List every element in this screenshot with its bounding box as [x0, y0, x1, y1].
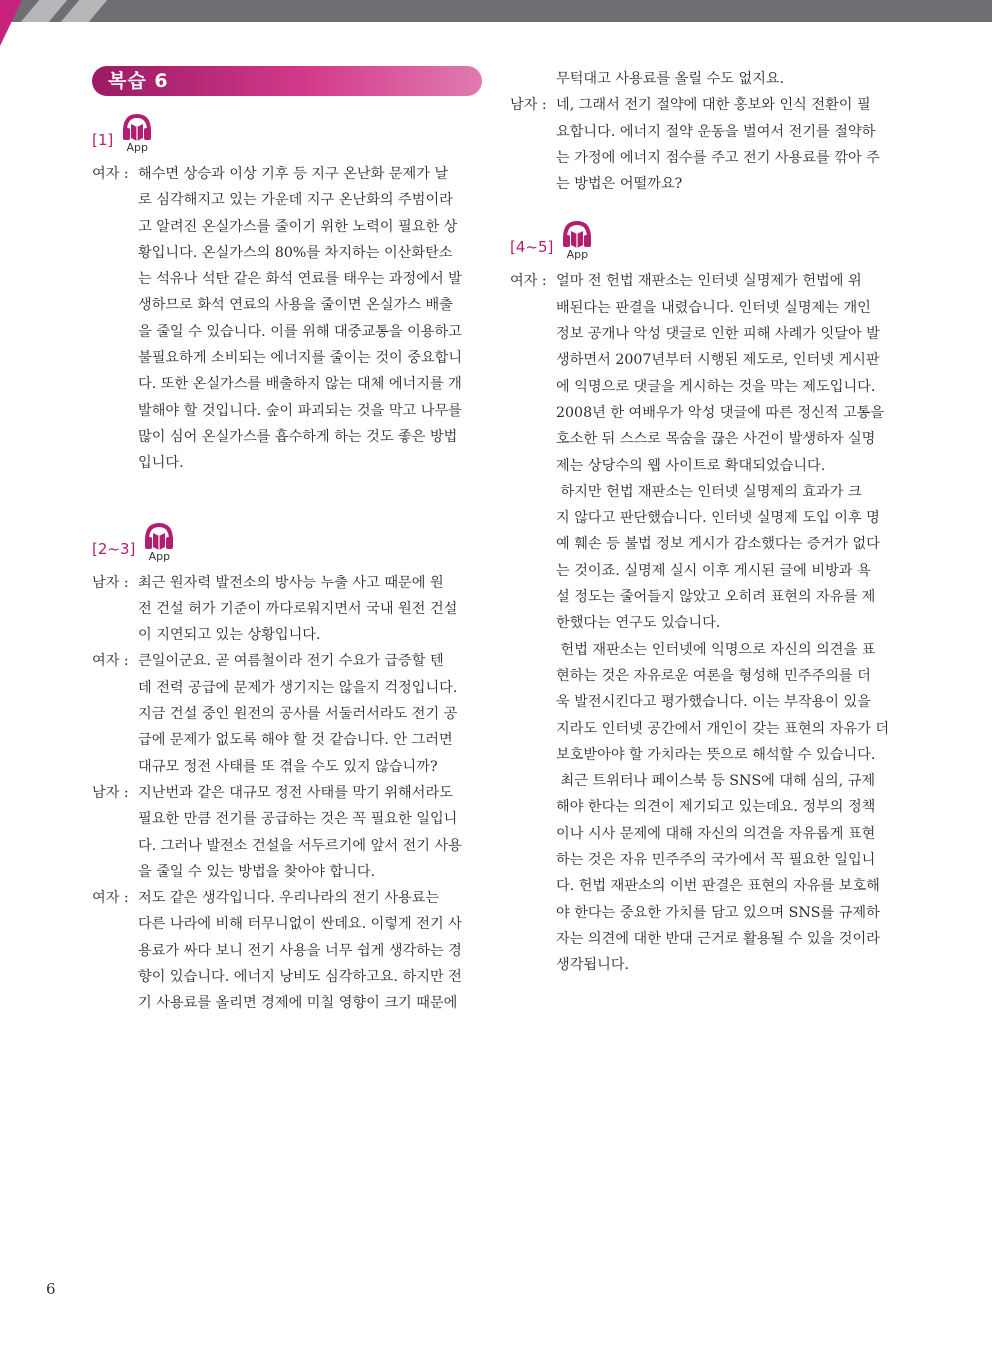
headphones-icon [120, 112, 154, 142]
dialogue-line: 생하므로 화석 연료의 사용을 줄이면 온실가스 배출 [138, 297, 453, 314]
section-title: 복습 6 [92, 66, 482, 96]
headphones-icon [142, 521, 176, 551]
dialogue-line: 전 건설 허가 기준이 까다로워지면서 국내 원전 건설 [138, 600, 458, 617]
dialogue-line: 다른 나라에 비해 터무니없이 싼데요. 이렇게 전기 사 [138, 916, 462, 933]
headphones-icon [560, 219, 594, 249]
dialogue-line: 정보 공개나 악성 댓글로 인한 피해 사례가 잇달아 발 [556, 326, 880, 343]
question-label: [1] [92, 131, 114, 149]
dialogue-2-3 [92, 570, 482, 1017]
dialogue-line: 지금 건설 중인 원전의 공사를 서둘러서라도 전기 공 [138, 706, 458, 723]
dialogue-line: 는 방법은 어떨까요? [556, 176, 683, 193]
dialogue-line: 황입니다. 온실가스의 80%를 차지하는 이산화탄소 [138, 244, 453, 261]
dialogue-line: 생하면서 2007년부터 시행된 제도로, 인터넷 게시판 [556, 352, 880, 369]
dialogue-line: 한했다는 연구도 있습니다. [556, 615, 721, 632]
dialogue-line: 여자 : 해수면 상승과 이상 기후 등 지구 온난화 문제가 날 [92, 166, 449, 182]
app-label: App [148, 549, 171, 563]
dialogue-line: 무턱대고 사용료를 올릴 수도 없지요. [556, 71, 785, 87]
dialogue-line: 이 지연되고 있는 상황입니다. [138, 627, 321, 644]
dialogue-line: 향이 있습니다. 에너지 낭비도 심각하고요. 하지만 전 [138, 969, 462, 986]
header-stripe [61, 0, 107, 22]
app-label: App [566, 248, 589, 262]
dialogue-2-3-continued [510, 66, 900, 197]
dialogue-line: 헌법 재판소는 인터넷에 익명으로 자신의 의견을 표 [556, 641, 876, 658]
dialogue-line: 불필요하게 소비되는 에너지를 줄이는 것이 중요합니 [138, 350, 463, 367]
page-number: 6 [46, 1280, 56, 1298]
dialogue-line: 에 익명으로 댓글을 게시하는 것을 막는 제도입니다. [556, 378, 876, 395]
dialogue-line: 데 전력 공급에 문제가 생기지는 않을지 걱정입니다. [138, 679, 458, 696]
dialogue-line: 배된다는 판결을 내렸습니다. 인터넷 실명제는 개인 [556, 299, 871, 316]
app-audio-button[interactable] [141, 521, 177, 562]
dialogue-line: 다. 또한 온실가스를 배출하지 않는 대체 에너지를 개 [138, 376, 462, 393]
dialogue-line: 급에 문제가 없도록 해야 할 것 같습니다. 안 그러면 [138, 732, 453, 749]
dialogue-line: 여자 : 큰일이군요. 곧 여름철이라 전기 수요가 급증할 텐 [92, 653, 444, 670]
app-audio-button[interactable] [119, 112, 155, 153]
dialogue-line: 용료가 싸다 보니 전기 사용을 너무 쉽게 생각하는 경 [138, 942, 462, 959]
dialogue-line: 지라도 인터넷 공간에서 개인이 갖는 표현의 자유가 더 [556, 720, 890, 737]
dialogue-line: 최근 트위터나 페이스북 등 SNS에 대해 심의, 규제 [556, 773, 876, 790]
dialogue-line: 설 정도는 줄어들지 않았고 오히려 표현의 자유를 제 [556, 589, 876, 606]
dialogue-line: 발해야 할 것입니다. 숲이 파괴되는 것을 막고 나무를 [138, 402, 462, 419]
dialogue-line: 는 가정에 에너지 점수를 주고 전기 사용료를 깎아 주 [556, 149, 880, 166]
right-column [510, 66, 900, 979]
dialogue-1 [92, 161, 482, 477]
dialogue-line: 생각됩니다. [556, 957, 630, 974]
dialogue-line: 필요한 만큼 전기를 공급하는 것은 꼭 필요한 일입니 [138, 811, 458, 828]
dialogue-line: 제는 상당수의 웹 사이트로 확대되었습니다. [556, 457, 826, 474]
dialogue-line: 호소한 뒤 스스로 목숨을 끊은 사건이 발생하자 실명 [556, 431, 876, 448]
dialogue-line: 고 알려진 온실가스를 줄이기 위한 노력이 필요한 상 [138, 218, 458, 235]
dialogue-line: 욱 발전시킨다고 평가했습니다. 이는 부작용이 있을 [556, 694, 871, 711]
dialogue-line: 해야 한다는 의견이 제기되고 있는데요. 정부의 정책 [556, 799, 876, 816]
dialogue-line: 많이 심어 온실가스를 흡수하게 하는 것도 좋은 방법 [138, 428, 458, 445]
dialogue-line: 요합니다. 에너지 절약 운동을 벌여서 전기를 절약하 [556, 123, 876, 140]
app-audio-button[interactable] [559, 219, 595, 260]
dialogue-line: 야 한다는 중요한 가치를 담고 있으며 SNS를 규제하 [556, 904, 880, 921]
header-bar [0, 0, 992, 22]
dialogue-line: 예 훼손 등 불법 정보 게시가 감소했다는 증거가 없다 [556, 536, 880, 553]
dialogue-line: 기 사용료를 올리면 경제에 미칠 영향이 크기 때문에 [138, 995, 458, 1012]
dialogue-line: 남자 : 최근 원자력 발전소의 방사능 누출 사고 때문에 원 [92, 574, 444, 591]
dialogue-line: 지 않다고 판단했습니다. 인터넷 실명제 도입 이후 명 [556, 510, 880, 527]
dialogue-line: 2008년 한 여배우가 악성 댓글에 따른 정신적 고통을 [556, 404, 885, 421]
dialogue-line: 입니다. [138, 455, 184, 472]
dialogue-line: 하지만 헌법 재판소는 인터넷 실명제의 효과가 크 [556, 483, 862, 500]
question-label: [2~3] [92, 539, 136, 558]
dialogue-line: 현하는 것은 자유로운 여론을 형성해 민주주의를 더 [556, 667, 871, 684]
dialogue-line: 다. 그러나 발전소 건설을 서두르기에 앞서 전기 사용 [138, 837, 462, 854]
dialogue-4-5 [510, 268, 900, 978]
left-column [92, 66, 482, 1017]
dialogue-line: 여자 : 얼마 전 헌법 재판소는 인터넷 실명제가 헌법에 위 [510, 273, 862, 290]
dialogue-line: 을 줄일 수 있습니다. 이를 위해 대중교통을 이용하고 [138, 323, 462, 340]
dialogue-line: 는 것이죠. 실명제 실시 이후 게시된 글에 비방과 욕 [556, 562, 871, 579]
dialogue-line: 대규모 정전 사태를 또 겪을 수도 있지 않습니까? [138, 758, 438, 775]
dialogue-line: 자는 의견에 대한 반대 근거로 활용될 수 있을 것이라 [556, 930, 880, 947]
question-header-4-5 [510, 219, 900, 260]
dialogue-line: 이나 시사 문제에 대해 자신의 의견을 자유롭게 표현 [556, 825, 876, 842]
app-label: App [126, 141, 148, 154]
dialogue-line: 다. 헌법 재판소의 이번 판결은 표현의 자유를 보호해 [556, 878, 880, 895]
question-header-2-3 [92, 521, 482, 562]
dialogue-line: 남자 : 지난번과 같은 대규모 정전 사태를 막기 위해서라도 [92, 784, 453, 801]
dialogue-line: 남자 : 네, 그래서 전기 절약에 대한 홍보와 인식 전환이 필 [510, 97, 871, 114]
header-stripe [21, 0, 67, 22]
dialogue-line: 하는 것은 자유 민주주의 국가에서 꼭 필요한 일입니 [556, 852, 876, 869]
dialogue-line: 을 줄일 수 있는 방법을 찾아야 합니다. [138, 863, 376, 880]
question-label: [4~5] [510, 238, 554, 257]
corner-accent [0, 0, 22, 46]
dialogue-line: 는 석유나 석탄 같은 화석 연료를 태우는 과정에서 발 [138, 271, 462, 288]
question-header-1 [92, 112, 482, 153]
dialogue-line: 보호받아야 할 가치라는 뜻으로 해석할 수 있습니다. [556, 746, 876, 763]
dialogue-line: 여자 : 저도 같은 생각입니다. 우리나라의 전기 사용료는 [92, 890, 440, 907]
dialogue-line: 로 심각해지고 있는 가운데 지구 온난화의 주범이라 [138, 192, 453, 209]
